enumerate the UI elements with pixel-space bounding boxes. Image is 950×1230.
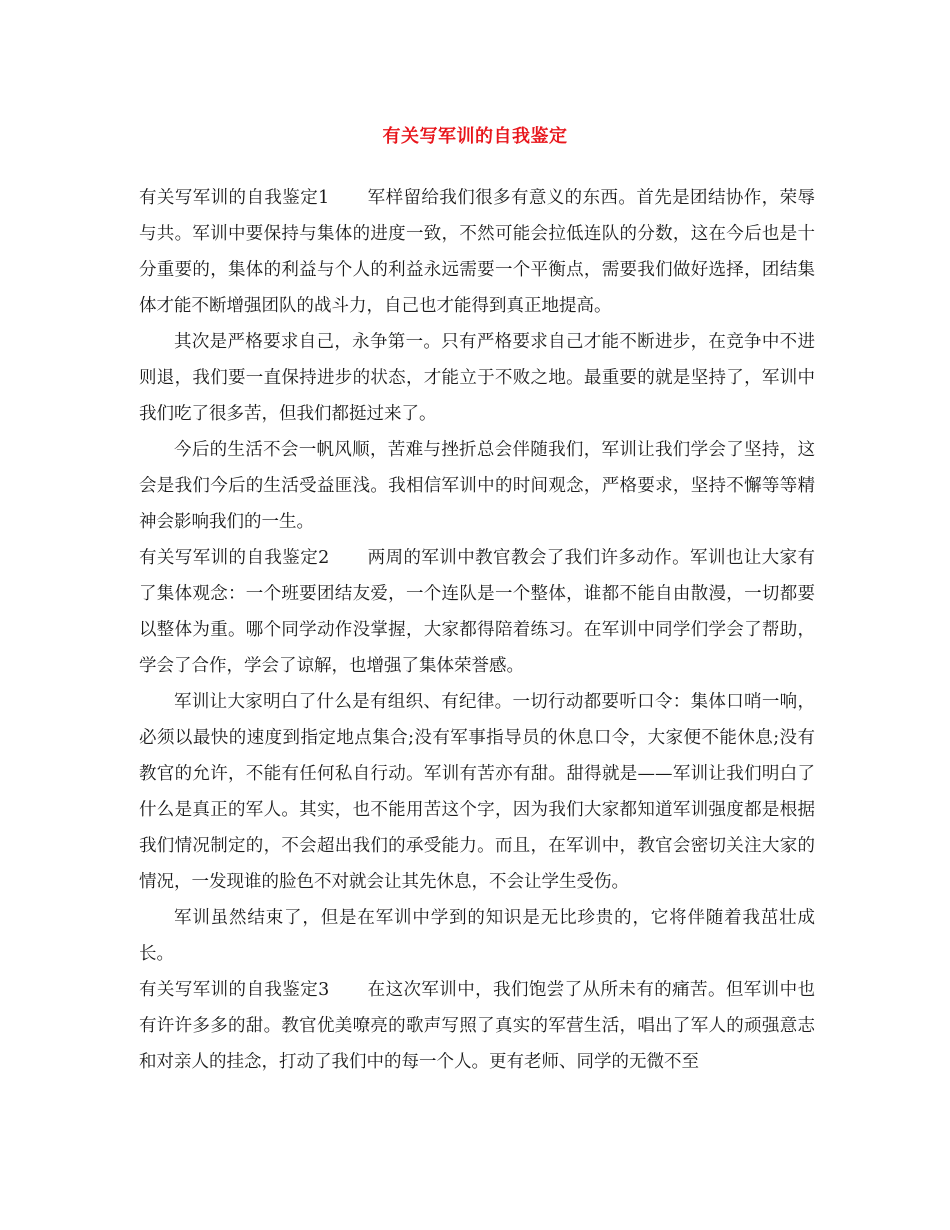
paragraph-text: 军样留给我们很多有意义的东西。首先是团结协作，荣辱与共。军训中要保持与集体的进度一致，不然可能会拉低连队的分数，这在今后也是十分重要的，集体的利益与个人的利益永远需要一个平衡点，需要我们做好选择，团结集体才能不断增强团队的战斗力，自己也才能得到真正地提高。: [139, 188, 816, 316]
paragraph-6: 军训虽然结束了，但是在军训中学到的知识是无比珍贵的，它将伴随着我茁壮成长。: [139, 908, 815, 964]
paragraph-text: 在这次军训中，我们饱尝了从所未有的痛苦。但军训中也有许许多多的甜。教官优美嘹亮的歌声写照了真实的军营生活，唱出了军人的顽强意志和对亲人的挂念，打动了我们中的每一个人。更有老师、同学的无微不至: [139, 980, 816, 1072]
paragraph-2: 其次是严格要求自己，永争第一。只有严格要求自己才能不断进步，在竞争中不进则退，我们要一直保持进步的状态，才能立于不败之地。最重要的就是坚持了，军训中我们吃了很多苦，但我们都挺过来了。: [139, 332, 815, 424]
document-body: [139, 180, 815, 1080]
paragraph-3: 今后的生活不会一帆风顺，苦难与挫折总会伴随我们，军训让我们学会了坚持，这会是我们今后的生活受益匪浅。我相信军训中的时间观念，严格要求，坚持不懈等等精神会影响我们的一生。: [139, 440, 815, 532]
paragraph-4: [139, 540, 815, 684]
document-title: 有关写军训的自我鉴定: [382, 126, 568, 147]
section-heading-2: 有关写军训的自我鉴定2: [139, 548, 330, 568]
section-heading-3: 有关写军训的自我鉴定3: [139, 980, 330, 1000]
paragraph-7: [139, 972, 815, 1080]
section-heading-1: 有关写军训的自我鉴定1: [139, 188, 330, 208]
paragraph-text: 两周的军训中教官教会了我们许多动作。军训也让大家有了集体观念：一个班要团结友爱，一个连队是一个整体，谁都不能自由散漫，一切都要以整体为重。哪个同学动作没掌握，大家都得陪着练习。在军训中同学们学会了帮助，学会了合作，学会了谅解，也增强了集体荣誉感。: [139, 548, 816, 676]
paragraph-1: [139, 180, 815, 324]
paragraph-5: 军训让大家明白了什么是有组织、有纪律。一切行动都要听口令：集体口哨一响，必须以最快的速度到指定地点集合;没有军事指导员的休息口令，大家便不能休息;没有教官的允许，不能有任何私自行动。军训有苦亦有甜。甜得就是——军训让我们明白了什么是真正的军人。其实，也不能用苦这个字，因为我们大家都知道军训强度都是根据我们情况制定的，不会超出我们的承受能力。而且，在军训中，教官会密切关注大家的情况，一发现谁的脸色不对就会让其先休息，不会让学生受伤。: [139, 692, 815, 892]
